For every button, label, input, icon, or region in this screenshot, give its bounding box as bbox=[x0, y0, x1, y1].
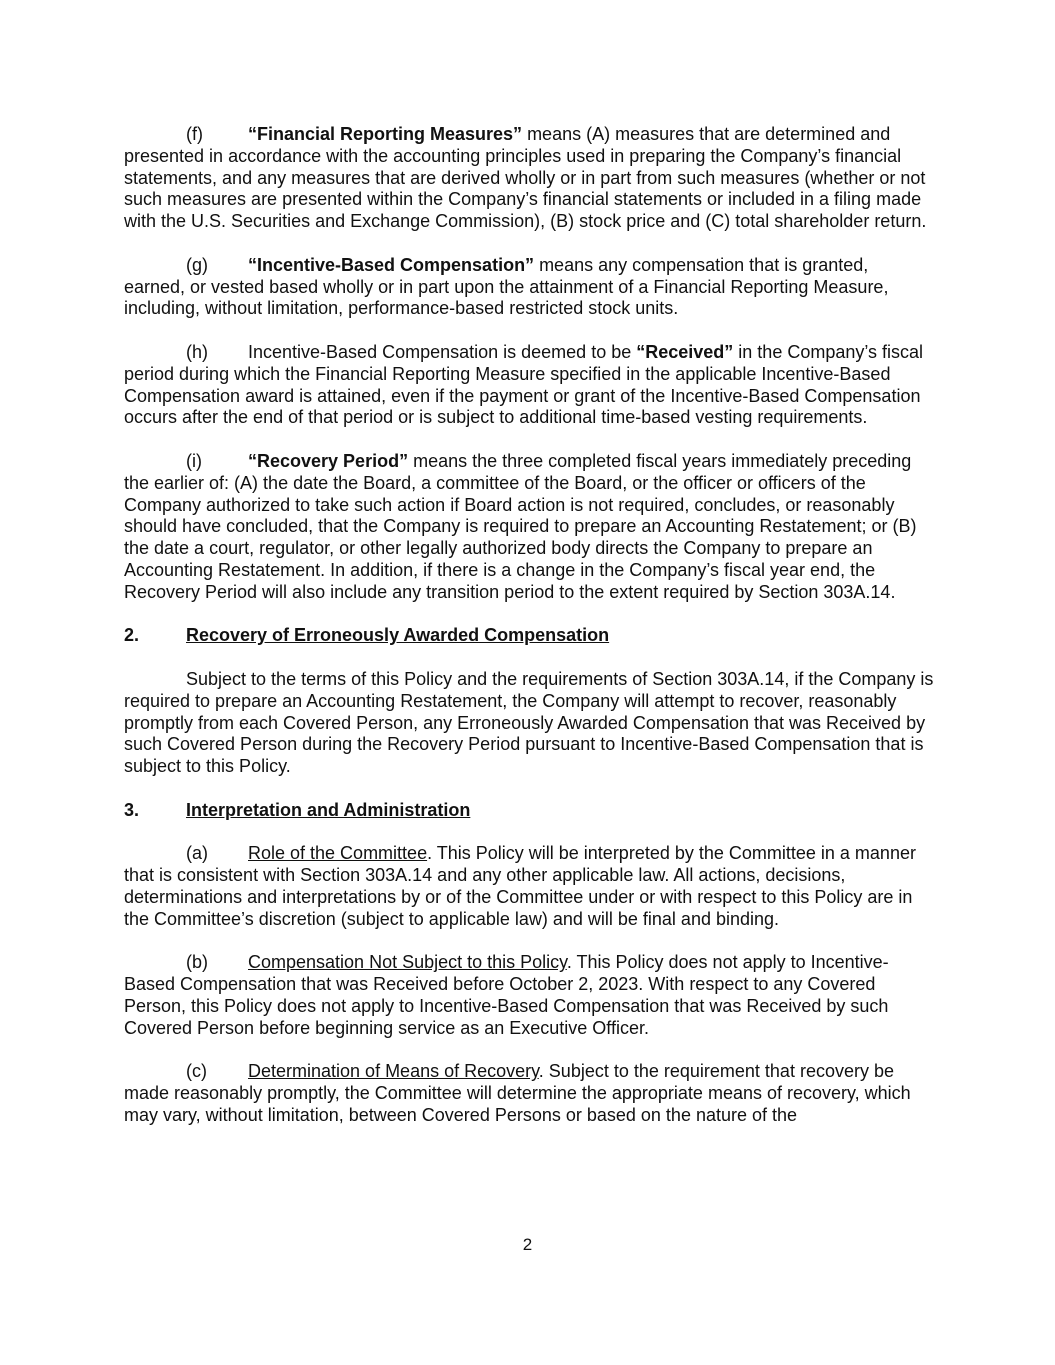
section-title: Recovery of Erroneously Awarded Compensation bbox=[186, 625, 610, 646]
paragraph-text: means any compensation that is granted, earned, or vested based wholly or in part upon the attainment of a Financial Reporting Measure, including, without limitation, performance-based restricted stock units. bbox=[124, 254, 889, 319]
paragraph-label: (i) bbox=[186, 450, 202, 471]
paragraph-text: . This Policy does not apply to Incentive-Based Compensation that was Received before October 2, 2023. With respect to any Covered Person, this Policy does not apply to Incentive-Based Compensation that was Received by such Covered Person before beginning service as an Executive Officer. bbox=[124, 952, 889, 1038]
defined-term: “Incentive-Based Compensation” bbox=[248, 254, 535, 275]
section-2-heading bbox=[124, 625, 934, 647]
paragraph-label: (a) bbox=[186, 843, 208, 864]
defined-term: “Recovery Period” bbox=[248, 450, 409, 471]
paragraph-g bbox=[124, 255, 934, 320]
document-page bbox=[124, 124, 934, 1148]
paragraph-i bbox=[124, 451, 934, 604]
paragraph-text: in the Company’s fiscal period during which the Financial Reporting Measure specified in the applicable Incentive-Based Compensation award is attained, even if the payment or grant of the Incentive-Based Compensation occurs after the end of that period or is subject to additional time-based vesting requirements. bbox=[124, 341, 924, 428]
paragraph-label: (h) bbox=[186, 341, 208, 362]
paragraph-text: Subject to the terms of this Policy and the requirements of Section 303A.14, if the Company is required to prepare an Accounting Restatement, the Company will attempt to recover, reasonably promptly from each Covered Person, any Erroneously Awarded Compensation that was Received by such Covered Person during the Recovery Period pursuant to Incentive-Based Compensation that is subject to this Policy. bbox=[124, 668, 934, 777]
defined-term: “Received” bbox=[636, 341, 734, 362]
paragraph-h bbox=[124, 342, 934, 429]
section-3-heading bbox=[124, 800, 934, 822]
defined-term: “Financial Reporting Measures” bbox=[248, 124, 523, 144]
paragraph-3a bbox=[124, 843, 934, 930]
paragraph-subtitle: Role of the Committee bbox=[248, 843, 428, 864]
paragraph-text: . Subject to the requirement that recovery be made reasonably promptly, the Committee will determine the appropriate means of recovery, which may vary, without limitation, between Covered Persons or based on the nature of the bbox=[124, 1061, 911, 1125]
paragraph-3c bbox=[124, 1061, 934, 1126]
paragraph-label: (b) bbox=[186, 952, 208, 973]
paragraph-text-pre: Incentive-Based Compensation is deemed to be bbox=[248, 341, 637, 362]
paragraph-text: means the three completed fiscal years immediately preceding the earlier of: (A) the date the Board, a committee of the Board, or the officer or officers of the Company authorized to take such action if Board action is not required, concludes, or reasonably should have concluded, that the Company is required to prepare an Accounting Restatement; or (B) the date a court, regulator, or other legally authorized body directs the Company to prepare an Accounting Restatement. In addition, if there is a change in the Company’s fiscal year end, the Recovery Period will also include any transition period to the extent required by Section 303A.14. bbox=[124, 450, 917, 602]
paragraph-subtitle: Compensation Not Subject to this Policy bbox=[248, 952, 567, 973]
section-2-body bbox=[124, 669, 934, 778]
paragraph-text: means (A) measures that are determined and presented in accordance with the accounting principles used in preparing the Company’s financial statements, and any measures that are derived wholly or in part from such measures (whether or not such measures are presented within the Company’s financial statements or included in a filing made with the U.S. Securities and Exchange Commission), (B) stock price and (C) total shareholder return. bbox=[124, 124, 927, 232]
paragraph-subtitle: Determination of Means of Recovery bbox=[248, 1061, 539, 1082]
section-title: Interpretation and Administration bbox=[186, 799, 471, 820]
paragraph-label: (g) bbox=[186, 254, 208, 275]
paragraph-3b bbox=[124, 952, 934, 1039]
paragraph-label: (c) bbox=[186, 1061, 207, 1082]
page-number: 2 bbox=[522, 1235, 533, 1254]
paragraph-label: (f) bbox=[186, 124, 203, 144]
paragraph-text: . This Policy will be interpreted by the Committee in a manner that is consistent with Section 303A.14 and any other applicable law. All actions, decisions, determinations and interpretations by or of the Committee under or with respect to this Policy are in the Committee’s discretion (subject to applicable law) and will be final and binding. bbox=[124, 843, 916, 929]
section-number: 2. bbox=[124, 625, 140, 646]
section-number: 3. bbox=[124, 799, 140, 820]
paragraph-f bbox=[124, 124, 934, 233]
